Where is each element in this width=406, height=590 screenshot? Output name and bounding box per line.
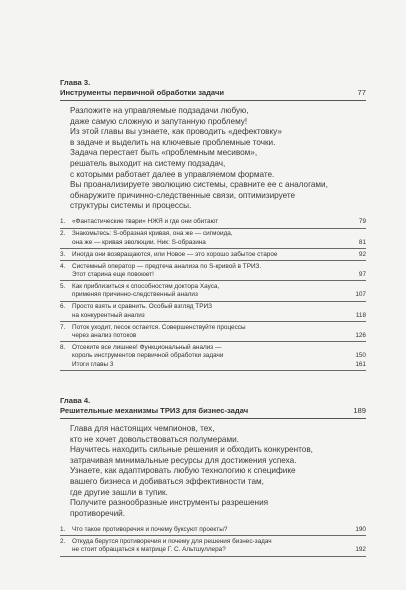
entry-number: 1.	[60, 525, 66, 533]
entry-page	[362, 303, 366, 311]
entry-title: «Фантастические твари» НЖЯ и где они обитают	[72, 218, 219, 226]
toc-entry[interactable]	[60, 261, 366, 281]
entry-page: 107	[355, 291, 366, 299]
intro-line: с которыми работает далее в управляемом формате.	[70, 169, 275, 179]
entry-title: Отсеките все лишнее! Функциональный анализ —	[72, 343, 222, 351]
intro-line: Узнаете, как адаптировать любую технологию к специфике	[70, 466, 296, 476]
intro-line: где другие зашли в тупик.	[70, 487, 168, 497]
chapter-divider	[60, 418, 366, 419]
intro-line: кто не хочет довольствоваться полумерами.	[70, 434, 239, 444]
chapter-page-number: 77	[357, 88, 366, 97]
intro-line: затрачивая минимальные ресурсы для достижения успеха.	[70, 455, 297, 465]
chapter-3	[60, 78, 366, 371]
entry-title: не стоит обращаться к матрице Г. С. Альтшуллера?	[72, 546, 226, 554]
toc-entry[interactable]	[60, 229, 366, 249]
entry-page	[362, 538, 366, 546]
intro-line: вашего бизнеса и добиваться эффективности там,	[70, 476, 264, 486]
entry-page: 161	[355, 360, 366, 368]
entry-title: Иногда они возвращаются, или Новое — это хорошо забытое старое	[72, 250, 278, 258]
toc-entry[interactable]	[60, 302, 366, 322]
entry-page	[362, 230, 366, 238]
intro-line: решатель выходит на систему подзадач,	[70, 158, 226, 168]
entry-title: король инструментов первичной обработки задачи	[72, 352, 224, 360]
chapter-title: Инструменты первичной обработки задачи	[60, 88, 225, 97]
entry-number: 3.	[60, 250, 66, 258]
entry-page: 192	[355, 546, 366, 554]
chapter-title-row	[60, 406, 366, 416]
entry-title: Как приблизиться к способностям доктора Хауса,	[72, 282, 220, 290]
toc-entry[interactable]	[60, 217, 366, 229]
toc-entry[interactable]	[60, 524, 366, 536]
entry-page	[362, 263, 366, 271]
entry-page	[362, 324, 366, 332]
entry-title: она же — кривая эволюции. Ник: S-образина	[72, 238, 206, 246]
entry-page: 81	[358, 238, 366, 246]
entry-title: через анализ потоков	[72, 331, 137, 339]
entry-title: Просто взять и сравнить. Особый взгляд ТРИЗ	[72, 303, 212, 311]
entry-number: 4.	[60, 262, 66, 270]
entry-page: 79	[358, 218, 366, 226]
entry-number: 2.	[60, 537, 66, 545]
chapter-intro	[70, 424, 366, 519]
chapter-number: Глава 3.	[60, 78, 91, 87]
entry-title: Этот старина еще повоюет!	[72, 270, 154, 278]
entry-page: 118	[355, 311, 366, 319]
entry-number: 1.	[60, 218, 66, 226]
toc-entry[interactable]	[60, 342, 366, 371]
intro-line: противоречий.	[70, 508, 126, 518]
intro-line: Глава для настоящих чемпионов, тех,	[70, 424, 215, 433]
toc-entry[interactable]	[60, 536, 366, 556]
entry-page: 150	[355, 352, 366, 360]
entry-title: Что такое противоречия и почему буксуют проекты?	[72, 525, 228, 533]
toc-entry[interactable]	[60, 322, 366, 342]
intro-line: даже самую сложную и запутанную проблему!	[70, 116, 248, 126]
entry-title: Системный оператор — предтеча анализа по S-кривой в ТРИЗ.	[72, 262, 262, 270]
entry-title: Откуда берутся противоречия и почему для решения бизнес-задач	[72, 537, 272, 545]
entry-title: Поток уходит, песок остается. Совершенствуйте процессы	[72, 323, 246, 331]
intro-line: Задача перестает быть «проблемным месивом»,	[70, 148, 258, 158]
intro-line: обнаружите причинно-следственные связи, оптимизируете	[70, 190, 296, 200]
entry-number: 6.	[60, 303, 66, 311]
entry-page	[362, 344, 366, 352]
entry-title: на конкурентный анализ	[72, 311, 145, 319]
intro-line: в задаче и выделить на ключевые проблемные точки.	[70, 137, 276, 147]
toc-entries	[60, 524, 366, 556]
entry-page: 92	[358, 250, 366, 258]
chapter-intro	[70, 106, 366, 212]
toc-entry[interactable]	[60, 281, 366, 301]
chapter-title: Решительные механизмы ТРИЗ для бизнес-задач	[60, 406, 249, 415]
entry-title: Итоги главы 3	[72, 360, 114, 368]
intro-line: Вы проанализируете эволюцию системы, сравните ее с аналогами,	[70, 180, 328, 190]
chapter-title-row	[60, 88, 366, 98]
chapter-4	[60, 396, 366, 557]
entry-number: 2.	[60, 230, 66, 238]
chapter-divider	[60, 100, 366, 101]
entry-page: 190	[355, 525, 366, 533]
entry-number: 8.	[60, 343, 66, 351]
chapter-number: Глава 4.	[60, 396, 91, 405]
entry-page	[362, 283, 366, 291]
entry-number: 5.	[60, 282, 66, 290]
intro-line: структуры системы и процессы.	[70, 201, 192, 211]
entry-page: 97	[358, 270, 366, 278]
intro-line: Разложите на управляемые подзадачи любую,	[70, 106, 249, 115]
intro-line: Из этой главы вы узнаете, как проводить «дефектовку»	[70, 127, 282, 137]
entry-title: применяя причинно-следственный анализ	[72, 291, 198, 299]
entry-page: 126	[355, 331, 366, 339]
chapter-page-number: 189	[353, 406, 366, 415]
toc-entry[interactable]	[60, 249, 366, 261]
intro-line: Получите разнообразные инструменты разрешения	[70, 498, 269, 508]
toc-entries	[60, 217, 366, 371]
intro-line: Научитесь находить сильные решения и обходить конкурентов,	[70, 445, 313, 455]
entry-number: 7.	[60, 323, 66, 331]
entry-title: Знакомьтесь: S-образная кривая, она же — сигмоида,	[72, 230, 233, 238]
